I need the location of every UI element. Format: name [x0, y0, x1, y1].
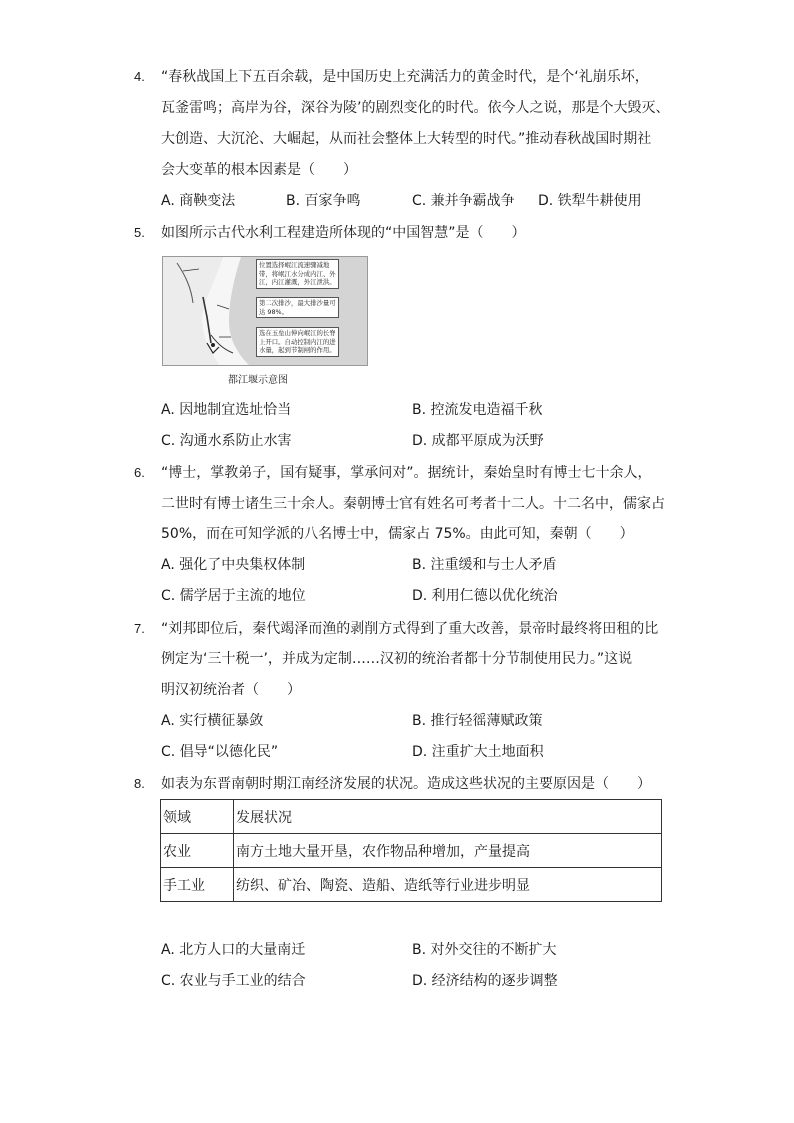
map-note-intake — [256, 327, 339, 357]
option-c[interactable]: C. 沟通水系防止水害 — [161, 433, 292, 449]
map-note-line: 带，将岷江水分成内江、外 — [259, 269, 336, 278]
question-number: 7. — [134, 621, 145, 636]
option-b[interactable]: B. 推行轻徭薄赋政策 — [412, 713, 543, 729]
question-stem-line: “博士，掌教弟子，国有疑事，掌承问对”。据统计，秦始皇时有博士七十余人， — [161, 465, 652, 481]
table-cell: 南方土地大量开垦，农作物品种增加，产量提高 — [234, 834, 662, 868]
option-c[interactable]: C. 兼并争霸战争 — [412, 193, 515, 209]
map-note-sand — [256, 297, 339, 318]
map-note-line: 水量，起到节制闸的作用。 — [259, 346, 336, 354]
option-a[interactable]: A. 商鞅变法 — [161, 193, 236, 209]
table-header-cell: 发展状况 — [234, 800, 662, 834]
option-c[interactable]: C. 倡导“以德化民” — [161, 744, 279, 760]
question-stem-line: 50%，而在可知学派的八名博士中，儒家占 75%。由此可知，秦朝（ ） — [161, 526, 634, 542]
option-d[interactable]: D. 注重扩大土地面积 — [412, 744, 544, 760]
question-stem-line: 明汉初统治者（ ） — [161, 682, 301, 698]
question-stem-line: 二世时有博士诸生三十余人。秦朝博士官有姓名可考者十二人。十二名中，儒家占 — [161, 496, 665, 512]
table-header-cell: 领域 — [161, 800, 234, 834]
option-b[interactable]: B. 百家争鸣 — [286, 193, 361, 209]
table-cell: 纺织、矿冶、陶瓷、造船、造纸等行业进步明显 — [234, 868, 662, 902]
question-stem-line: “春秋战国上下五百余载，是中国历史上充满活力的黄金时代，是个‘礼崩乐坏， — [161, 69, 649, 85]
map-note-line: 选在玉垒山伸向岷江的长脊 — [259, 329, 336, 337]
question-stem-line: 如图所示古代水利工程建造所体现的“中国智慧”是（ ） — [161, 225, 526, 241]
map-note-line: 上开口。自动控制内江的进 — [259, 337, 336, 346]
option-d[interactable]: D. 利用仁德以优化统治 — [412, 588, 558, 604]
question-stem-line: 大创造、大沉沦、大崛起，从而社会整体上大转型的时代。”推动春秋战国时期社 — [161, 131, 652, 147]
economy-table — [160, 799, 662, 902]
option-a[interactable]: A. 实行横征暴敛 — [161, 713, 264, 729]
dujiangyan-map-figure — [162, 256, 368, 366]
question-number: 6. — [134, 465, 145, 480]
option-c[interactable]: C. 儒学居于主流的地位 — [161, 588, 306, 604]
option-b[interactable]: B. 注重缓和与士人矛盾 — [412, 557, 557, 573]
question-stem-line: 例定为‘三十税一’，并成为定制……汉初的统治者都十分节制使用民力。”这说 — [161, 651, 633, 667]
option-c[interactable]: C. 农业与手工业的结合 — [161, 973, 306, 989]
table-cell: 农业 — [161, 834, 234, 868]
table-header-row — [161, 800, 662, 834]
map-note-line: 达 98%。 — [259, 307, 289, 316]
question-stem-line: “刘邦即位后，秦代竭泽而渔的剥削方式得到了重大改善，景帝时最终将田租的比 — [161, 621, 659, 637]
option-a[interactable]: A. 因地制宜选址恰当 — [161, 402, 292, 418]
question-stem-line: 如表为东晋南朝时期江南经济发展的状况。造成这些状况的主要原因是（ ） — [161, 776, 651, 792]
question-stem-line: 瓦釜雷鸣；高岸为谷，深谷为陵’的剧烈变化的时代。依今人之说，那是个大毁灭、 — [161, 100, 670, 116]
question-stem-line: 会大变革的根本因素是（ ） — [161, 162, 357, 178]
option-d[interactable]: D. 经济结构的逐步调整 — [412, 973, 558, 989]
map-note-line: 位置选择岷江流速骤减地 — [259, 261, 330, 269]
map-note-line: 第二次排沙，最大排沙量可 — [259, 299, 336, 307]
question-number: 8. — [134, 776, 145, 791]
table-cell: 手工业 — [161, 868, 234, 902]
question-number: 4. — [134, 69, 145, 84]
option-b[interactable]: B. 对外交往的不断扩大 — [412, 942, 557, 958]
option-d[interactable]: D. 成都平原成为沃野 — [412, 433, 544, 449]
map-note-line: 江，内江灌溉，外江泄洪。 — [259, 278, 336, 286]
option-d[interactable]: D. 铁犁牛耕使用 — [538, 193, 642, 209]
table-row — [161, 834, 662, 868]
figure-caption: 都江堰示意图 — [228, 375, 288, 386]
question-number: 5. — [134, 225, 145, 240]
map-note-location — [256, 259, 339, 289]
option-b[interactable]: B. 控流发电造福千秋 — [412, 402, 543, 418]
table-row — [161, 868, 662, 902]
option-a[interactable]: A. 强化了中央集权体制 — [161, 557, 306, 573]
option-a[interactable]: A. 北方人口的大量南迁 — [161, 942, 306, 958]
